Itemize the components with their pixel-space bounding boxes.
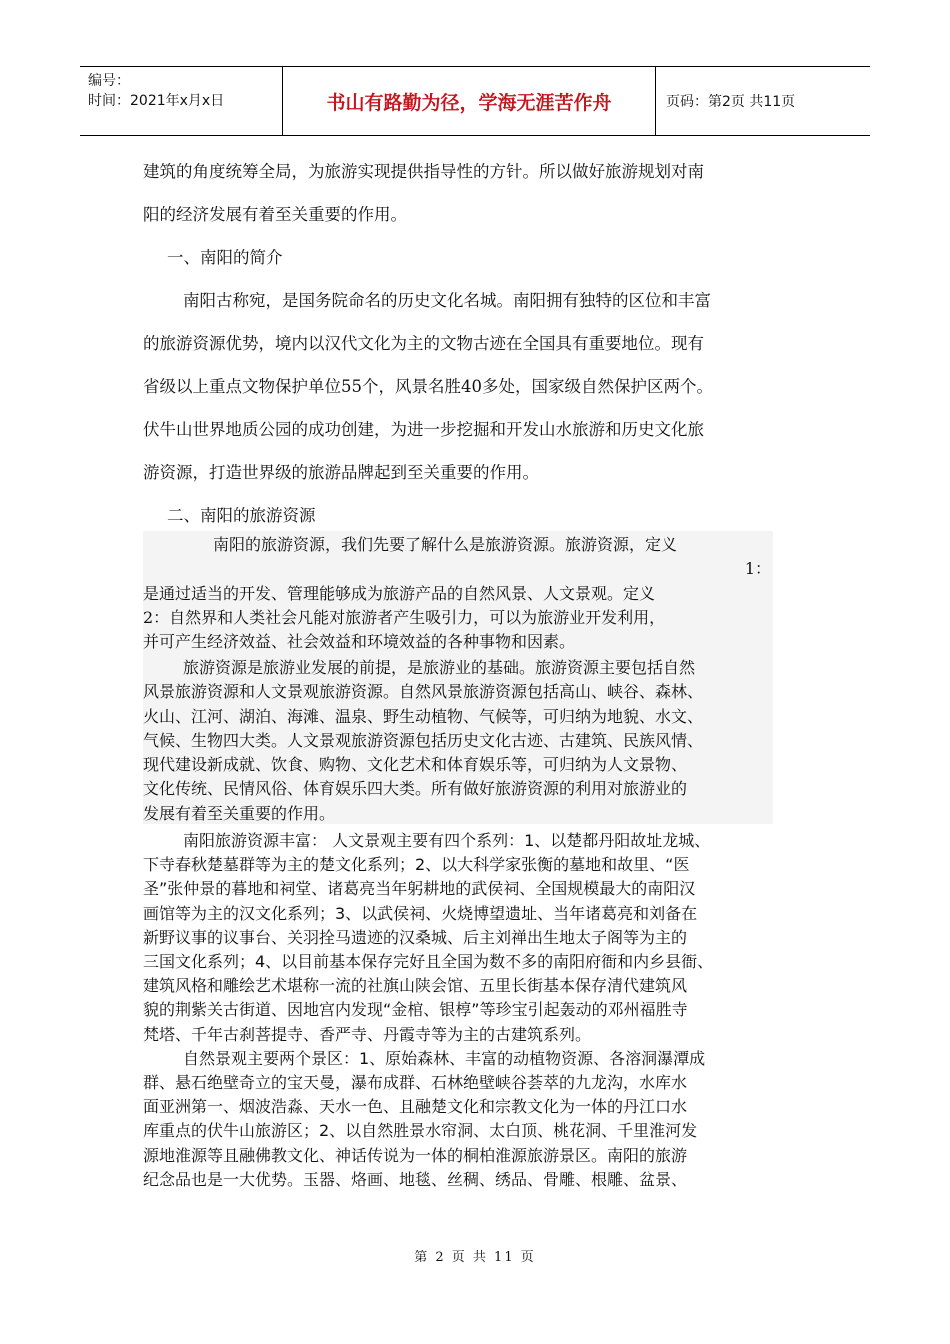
header-meta (80, 67, 282, 135)
text-line: 游资源，打造世界级的旅游品牌起到至关重要的作用。 (143, 463, 539, 482)
page-header-table (80, 66, 870, 136)
humanities-paragraph (143, 829, 803, 1192)
text-line: 旅游资源是旅游业发展的前提，是旅游业的基础。旅游资源主要包括自然 (183, 658, 696, 677)
text-line: 文化传统、民情风俗、体育娱乐四大类。所有做好旅游资源的利用对旅游业的 (143, 779, 688, 799)
header-page-label: 页码：第2页 共11页 (666, 94, 796, 110)
text-line: 的旅游资源优势，境内以汉代文化为主的文物古迹在全国具有重要地位。现有 (143, 334, 704, 353)
text-line: 是通过适当的开发、管理能够成为旅游产品的自然风景、人文景观。定义 (143, 583, 656, 603)
text-line: 气候、生物四大类。人文景观旅游资源包括历史文化古迹、古建筑、民族风情、 (143, 730, 704, 750)
page-footer: 第 2 页 共 11 页 (414, 1250, 536, 1265)
text-line: 群、悬石绝壁奇立的宝天曼，瀑布成群、石林绝壁峡谷荟萃的九龙沟，水库水 (143, 1073, 688, 1093)
text-line: 省级以上重点文物保护单位55个，风景名胜40多处，国家级自然保护区两个。 (143, 377, 713, 396)
text-line: 纪念品也是一大优势。玉器、烙画、地毯、丝稠、绣品、骨雕、根雕、盆景、 (143, 1169, 688, 1189)
text-line: 梵塔、千年古刹菩提寺、香严寺、丹霞寺等为主的古建筑系列。 (143, 1024, 592, 1044)
text-line: 下寺春秋楚墓群等为主的楚文化系列；2、以大科学家张衡的墓地和故里、“医 (143, 855, 690, 875)
text-line: 1： (744, 559, 771, 579)
definition-block (143, 531, 773, 657)
text-line: 现代建设新成就、饮食、购物、文化艺术和体育娱乐等，可归纳为人文景物、 (143, 755, 688, 775)
text-line: 阳的经济发展有着至关重要的作用。 (143, 205, 407, 224)
text-line: 并可产生经济效益、社会效益和环境效益的各种事物和因素。 (143, 632, 576, 652)
text-line: 圣”张仲景的暮地和祠堂、诸葛亮当年躬耕地的武侯祠、全国规模最大的南阳汉 (143, 879, 696, 899)
text-line: 库重点的伏牛山旅游区；2、以自然胜景水帘洞、太白顶、桃花洞、千里淮河发 (143, 1121, 698, 1141)
text-line: 自然景观主要两个景区：1、原始森林、丰富的动植物资源、各溶洞瀑潭成 (183, 1048, 706, 1068)
section-heading-1: 一、南阳的简介 (167, 248, 283, 267)
text-line: 三国文化系列；4、以目前基本保存完好且全国为数不多的南阳府衙和内乡县衙、 (143, 952, 714, 972)
text-line: 风景旅游资源和人文景观旅游资源。自然风景旅游资源包括高山、峡谷、森林、 (143, 682, 704, 702)
text-line: 画馆等为主的汉文化系列；3、以武侯祠、火烧博望遗址、当年诸葛亮和刘备在 (143, 903, 698, 923)
resources-paragraph (143, 656, 773, 824)
code-label: 编号： (88, 73, 130, 89)
text-line: 建筑的角度统筹全局，为旅游实现提供指导性的方针。所以做好旅游规划对南 (143, 162, 704, 181)
text-line: 南阳旅游资源丰富： 人文景观主要有四个系列：1、以楚都丹阳故址龙城、 (183, 831, 711, 850)
text-line: 面亚洲第一、烟波浩淼、天水一色、且融楚文化和宗教文化为一体的丹江口水 (143, 1097, 688, 1117)
text-line: 南阳的旅游资源，我们先要了解什么是旅游资源。旅游资源，定义 (213, 535, 678, 554)
paragraph-intro-continuation (143, 150, 803, 537)
text-line: 火山、江河、湖泊、海滩、温泉、野生动植物、气候等，可归纳为地貌、水文、 (143, 706, 704, 726)
text-line: 源地淮源等且融佛教文化、神话传说为一体的桐柏淮源旅游景区。南阳的旅游 (143, 1145, 688, 1165)
text-line: 南阳古称宛，是国务院命名的历史文化名城。南阳拥有独特的区位和丰富 (183, 291, 711, 310)
text-line: 建筑风格和雕绘艺术堪称一流的社旗山陕会馆、五里长街基本保存清代建筑风 (143, 976, 688, 996)
text-line: 新野议事的议事台、关羽拴马遗迹的汉桑城、后主刘禅出生地太子阁等为主的 (143, 927, 688, 947)
header-motto: 书山有路勤为径，学海无涯苦作舟 (282, 67, 656, 135)
text-line: 发展有着至关重要的作用。 (143, 803, 336, 823)
text-line: 2：自然界和人类社会凡能对旅游者产生吸引力，可以为旅游业开发利用， (143, 607, 666, 627)
date-label: 时间：2021年x月x日 (88, 93, 225, 109)
text-line: 貌的荆紫关古街道、因地宫内发现“金棺、银椁”等珍宝引起轰动的邓州福胜寺 (143, 1000, 688, 1020)
text-line: 伏牛山世界地质公园的成功创建，为进一步挖掘和开发山水旅游和历史文化旅 (143, 420, 704, 439)
section-heading-2: 二、南阳的旅游资源 (167, 506, 316, 525)
